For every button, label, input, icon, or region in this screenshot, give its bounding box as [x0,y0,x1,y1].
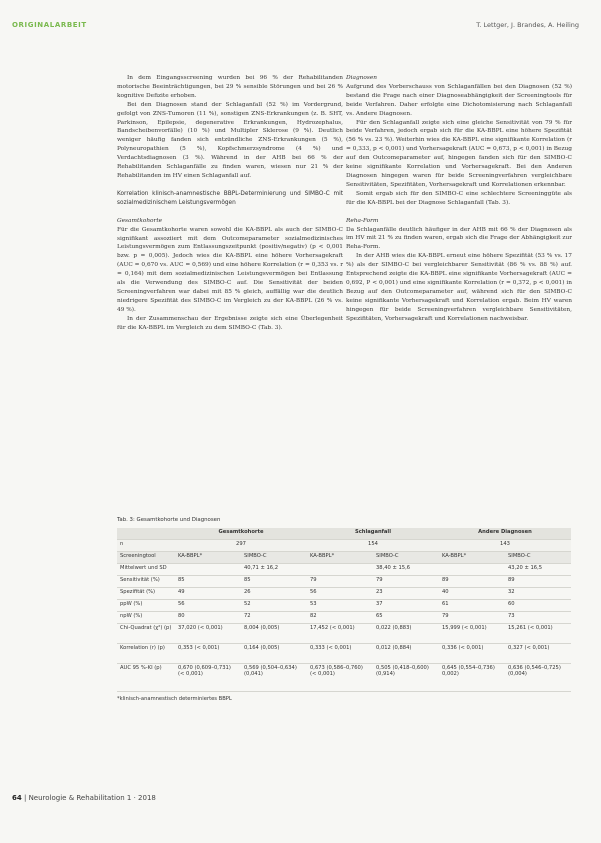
table-cell: 0,569 (0,504–0,634) (0,041) [241,664,307,692]
table-cell: 26 [241,588,307,600]
table-n-cell: 297 [175,540,307,552]
table-row [117,644,571,664]
table-row [117,576,571,588]
table-header-cell: KA-BBPL* [175,552,241,564]
table-group-cell: Andere Diagnosen [439,528,571,540]
table-cell: 15,261 (< 0,001) [505,624,571,644]
table-cell: 82 [307,612,373,624]
table-cell: 40 [439,588,505,600]
row-label: Chi-Quadrat (χ²) (p) [117,624,175,644]
table-cell: 60 [505,600,571,612]
table-cell: 0,353 (< 0,001) [175,644,241,664]
page-footer [12,794,156,802]
table-cell: 40,71 ± 16,2 [241,564,307,576]
table-row [117,564,571,576]
table-cell: 56 [175,600,241,612]
table-cell: 73 [505,612,571,624]
section-label: ORIGINALARBEIT [12,21,87,29]
table-cell: 38,40 ± 15,6 [373,564,439,576]
table-cell: 80 [175,612,241,624]
table-n-cell: 143 [439,540,571,552]
table-cell: 79 [439,612,505,624]
table-column-header-row [117,552,571,564]
table-cell: 0,673 (0,586–0,760) (< 0,001) [307,664,373,692]
table-cell: 0,327 (< 0,001) [505,644,571,664]
table-header-cell: SIMBO-C [373,552,439,564]
table-cell: 0,336 (< 0,001) [439,644,505,664]
row-label: Korrelation (r) (p) [117,644,175,664]
results-table-block [117,517,571,702]
paragraph: In dem Eingangsscreening wurden bei 96 % der Rehabilitanden motorische Beeinträchtigungen, bei 29 % sensible Störungen und bei 26 % kognitive Defizite erhoben. [117,75,343,99]
table-header-cell: SIMBO-C [505,552,571,564]
author-header: T. Lettger, J. Brandes, A. Heiling [476,21,579,29]
table-cell: 89 [439,576,505,588]
row-label: Mittelwert und SD [117,564,175,576]
table-cell: 72 [241,612,307,624]
paragraph: Bei den Diagnosen stand der Schlaganfall (52 %) im Vordergrund, gefolgt von ZNS-Tumoren (11 %), sonstigen ZNS-Erkrankungen (z. B. SHT, Parkinson, Epilepsie, degenerative Erkrankungen, Hydrozephalus, Bandscheibenvorfälle) (10 %) und Multipler Sklerose (9 %). Deutlich weniger häufig fanden sich entzündliche ZNS-Erkrankungen (5 %), Polyneuropathien (5 %), Kopfschmerzsyndrome (4 %) und Verdachtsdiagnosen (3 %). Während in der AHB bei 66 % der Rehabilitanden Schlaganfälle zu finden waren, wiesen nur 21 % der Rehabilitanden im HV einen Schlaganfall auf. [117,101,343,179]
table-cell: 37 [373,600,439,612]
table-cell: 43,20 ± 16,5 [505,564,571,576]
table-cell: 0,670 (0,609–0,731) (< 0,001) [175,664,241,692]
paragraph: Für den Schlaganfall zeigte sich eine gleiche Sensitivität von 79 % für beide Verfahren, jedoch ergab sich für die KA-BBPL eine höhere Spezifität (56 % vs. 23 %). Weiterhin wies die KA-BBPL eine signifikante Korrelation (r = 0,333, p < 0,001) und Vorhersagekraft (AUC = 0,673, p < 0,001) in Bezug auf den Outcomeparameter auf, hingegen fanden sich für den SIMBO-C keine signifikante Korrelation und Vorhersagekraft. Bei den Anderen Diagnosen hingegen waren für beide Screeningverfahren vergleichbare Sensitivitäten, Spezifitäten, Vorhersagekraft und Korrelationen erkennbar. [346,119,572,188]
table-cell: 49 [175,588,241,600]
subsection-title: Reha-Form [346,217,379,224]
table-cell: 17,452 (< 0,001) [307,624,373,644]
row-label: Sensitivität (%) [117,576,175,588]
paragraph: Da Schlaganfälle deutlich häufiger in der AHB mit 66 % der Diagnosen als im HV mit 21 % zu finden waren, ergab sich die Frage der Abhängigkeit zur Reha-Form. [346,226,572,251]
results-table [117,528,571,692]
subsection-title: Diagnosen [346,75,378,81]
table-cell: 0,333 (< 0,001) [307,644,373,664]
row-label: Spezifität (%) [117,588,175,600]
table-cell [175,564,241,576]
table-row [117,624,571,644]
paragraph: Aufgrund des Vorberschauss von Schlaganfällen bei den Diagnosen (52 %) bestand die Frage nach einer Diagnoseabhängigkeit der Screeningtools für beide Verfahren. Daher erfolgte eine Dichotomisierung nach Schlaganfall vs. Andere Diagnosen. [346,83,572,117]
table-caption: Tab. 3: Gesamtkohorte und Diagnosen [117,517,221,523]
page-number: 64 [12,794,22,802]
journal-name: | Neurologie & Rehabilitation 1 · 2018 [23,794,156,802]
table-cell: 85 [241,576,307,588]
right-column [346,74,572,323]
table-n-row [117,540,571,552]
table-n-cell: 154 [307,540,439,552]
table-cell: 15,999 (< 0,001) [439,624,505,644]
table-row [117,588,571,600]
table-cell: 65 [373,612,439,624]
row-label: AUC 95 %-KI (p) [117,664,175,692]
table-cell: 56 [307,588,373,600]
table-cell: 23 [373,588,439,600]
row-label: ppW (%) [117,600,175,612]
table-header-cell: KA-BBPL* [439,552,505,564]
table-header-cell: KA-BBPL* [307,552,373,564]
table-cell: 79 [307,576,373,588]
paragraph: In der AHB wies die KA-BBPL erneut eine höhere Spezifität (53 % vs. 17 %) als der SIMBO-C bei vergleichbarer Sensitivität (86 % vs. 88 %) auf. Entsprechend zeigte die KA-BBPL eine signifikante Vorhersagekraft (AUC = 0,692, P < 0,001) und eine signifikante Korrelation (r = 0,372, p < 0,001) in Bezug auf den Outcomeparameter auf, während sich für den SIMBO-C keine signifikante Vorhersagekraft und Korrelation ergab. Beim HV waren hingegen für beide Screeningverfahren vergleichbare Sensitivitäten, Spezifitäten, Vorhersagekraft und Korrelationen nachweisbar. [346,253,572,322]
table-cell: 61 [439,600,505,612]
table-row [117,600,571,612]
table-cell [439,564,505,576]
subsection-title: Gesamtkohorte [117,217,163,224]
left-column [117,74,343,332]
table-cell: 0,645 (0,554–0,736) 0,002) [439,664,505,692]
table-cell: 0,022 (0,883) [373,624,439,644]
table-row [117,664,571,692]
table-row [117,612,571,624]
table-cell: 85 [175,576,241,588]
paragraph: Somit ergab sich für den SIMBO-C eine schlechtere Screeninggüte als für die KA-BBPL bei der Diagnose Schlaganfall (Tab. 3). [346,190,572,206]
table-footnote: *klinisch-anamnestisch determiniertes BBPL [117,696,232,702]
table-cell: 32 [505,588,571,600]
table-cell: 0,012 (0,884) [373,644,439,664]
table-group-header [117,528,571,540]
table-header-cell: n [117,540,175,552]
paragraph: Für die Gesamtkohorte waren sowohl die KA-BBPL als auch der SIMBO-C signifikant assoziiert mit dem Outcomeparameter sozialmedizinisches Leistungsvermögen zum Entlassungszeitpunkt (positiv/negativ) (p < 0,001 bzw. p = 0,005). Jedoch wies die KA-BBPL eine höhere Vorhersagekraft (AUC = 0,670 vs. AUC = 0,569) und eine höhere Korrelation (r = 0,353 vs. r = 0,164) mit dem sozialmedizinischen Leistungsvermögen bei Entlassung als die Verwendung des SIMBO-C auf. Die Sensitivität der beiden Screeningverfahren war dabei mit 85 % gleich, auffällig war die deutlich niedrigere Spezifität des SIMBO-C im Vergleich zu der KA-BBPL (26 % vs. 49 %). [117,226,343,313]
subsection-heading: Korrelation klinisch-anamnestische BBPL-Determinierung und SIMBO-C mit sozialmedizinischem Leistungsvermögen [117,190,343,206]
table-group-cell: Schlaganfall [307,528,439,540]
table-cell: 53 [307,600,373,612]
table-header-cell: SIMBO-C [241,552,307,564]
table-cell [307,564,373,576]
table-cell: 52 [241,600,307,612]
table-cell: 8,004 (0,005) [241,624,307,644]
table-header-cell [117,528,175,540]
table-cell: 0,164 (0,005) [241,644,307,664]
paragraph: In der Zusammenschau der Ergebnisse zeigte sich eine Überlegenheit für die KA-BBPL im Vergleich zu dem SIMBO-C (Tab. 3). [117,315,343,331]
table-cell: 37,020 (< 0,001) [175,624,241,644]
table-cell: 79 [373,576,439,588]
table-group-cell: Gesamtkohorte [175,528,307,540]
table-header-cell: Screeningtool [117,552,175,564]
table-cell: 0,505 (0,418–0,600) (0,914) [373,664,439,692]
table-cell: 89 [505,576,571,588]
table-cell: 0,636 (0,546–0,725) (0,004) [505,664,571,692]
row-label: npW (%) [117,612,175,624]
